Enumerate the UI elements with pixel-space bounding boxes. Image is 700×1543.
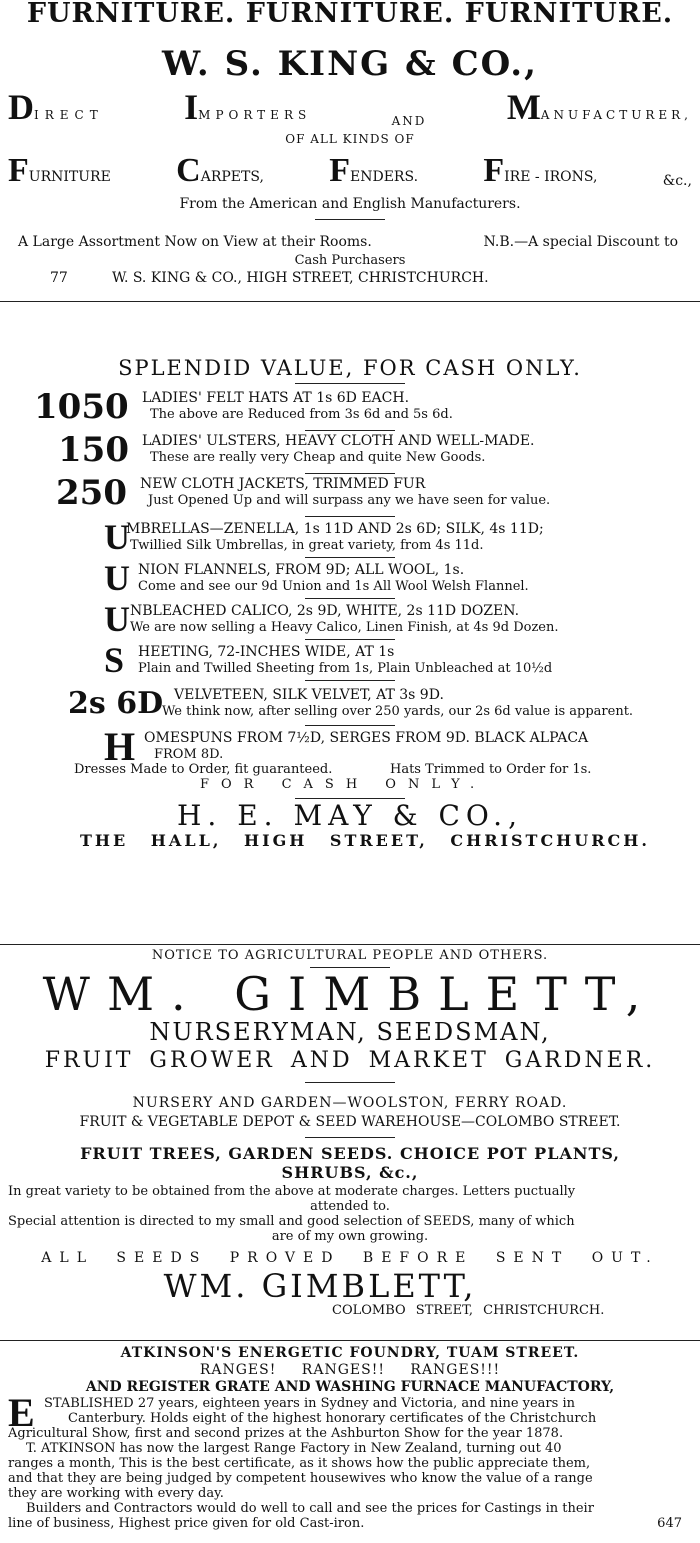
furniture-word: [8, 152, 111, 190]
fire-irons-word: [483, 152, 597, 190]
drop-initial-e: E: [8, 1390, 35, 1435]
divider: [315, 219, 385, 220]
item-title: LADIES' FELT HATS AT 1s 6D EACH.: [142, 390, 410, 406]
atkinson-subtitle: AND REGISTER GRATE AND WASHING FURNACE MANUFACTORY,: [85, 1379, 615, 1395]
carpets-word: [176, 152, 264, 190]
item-sub: Just Opened Up and will surpass any we have seen for value.: [148, 493, 551, 508]
gimblett-address: COLOMBO STREET, CHRISTCHURCH.: [332, 1303, 605, 1318]
king-firm-name: W. S. KING & CO.,: [162, 44, 538, 84]
variety-text: In great variety to be obtained from the above at moderate charges. Letters puctually: [8, 1184, 576, 1199]
may-address: THE HALL, HIGH STREET, CHRISTCHURCH.: [80, 831, 650, 850]
king-advertisement: [0, 0, 700, 287]
king-address: W. S. KING & CO., HIGH STREET, CHRISTCHURCH.: [112, 270, 489, 286]
divider: [305, 473, 395, 474]
item-sub: We are now selling a Heavy Calico, Linen Finish, at 4s 9d Dozen.: [130, 620, 559, 635]
item-number: 250: [56, 473, 127, 513]
drop-initial-m: M: [506, 87, 541, 127]
splendid-value-headline: SPLENDID VALUE, FOR CASH ONLY.: [118, 356, 582, 380]
manufacturer-word: [507, 86, 692, 128]
direct-rest: IRECT: [34, 108, 104, 122]
drop-initial-d: D: [8, 87, 34, 127]
homespuns-item: [0, 724, 700, 769]
agricultural-notice: NOTICE TO AGRICULTURAL PEOPLE AND OTHERS.: [151, 948, 549, 963]
drop-initial-f1: F: [8, 152, 29, 189]
established-paragraph: [0, 1390, 700, 1531]
section-divider: [0, 1340, 700, 1341]
item-sub: FROM 8D.: [154, 747, 224, 762]
factory-line: and that they are being judged by competent housewives who know the value of a range: [8, 1471, 593, 1486]
king-line-importers: [0, 87, 700, 128]
divider: [305, 557, 395, 558]
velveteen-item: [0, 687, 700, 721]
gimblett-advertisement: [0, 948, 700, 1318]
drop-initial-s: S: [104, 640, 125, 680]
divider: [305, 680, 395, 681]
drop-initial-f2: F: [329, 152, 351, 189]
divider: [305, 598, 395, 599]
divider: [305, 725, 395, 726]
gimblett-signature: WM. GIMBLETT,: [163, 1267, 477, 1305]
importers-word: [184, 86, 311, 128]
drop-initial-u: U: [104, 517, 130, 557]
dresses-row: [0, 762, 700, 777]
cash-purchasers: Cash Purchasers: [294, 253, 406, 268]
of-all-kinds: OF ALL KINDS OF: [285, 132, 415, 146]
king-ref-number: 77: [50, 270, 68, 286]
divider: [305, 1082, 395, 1083]
goods-line-2: SHRUBS, &c.,: [281, 1163, 419, 1182]
item-sub: Plain and Twilled Sheeting from 1s, Plain Unbleached at 10½d: [138, 661, 553, 676]
for-cash-only: FOR CASH ONLY.: [200, 777, 487, 792]
nursery-location: NURSERY AND GARDEN—WOOLSTON, FERRY ROAD.: [132, 1095, 568, 1111]
item-number: 150: [58, 430, 129, 470]
item-title: LADIES' ULSTERS, HEAVY CLOTH AND WELL-MADE.: [142, 433, 535, 449]
item-sub: The above are Reduced from 3s 6d and 5s 6d.: [150, 407, 453, 422]
factory-line: they are working with every day.: [8, 1486, 224, 1501]
sheeting-item: [0, 640, 700, 680]
item-sub: Come and see our 9d Union and 1s All Wool Welsh Flannel.: [138, 579, 529, 594]
divider: [305, 639, 395, 640]
goods-line-1: FRUIT TREES, GARDEN SEEDS. CHOICE POT PLANTS,: [80, 1144, 620, 1163]
section-divider: [0, 944, 700, 945]
trade-line-2: FRUIT GROWER AND MARKET GARDNER.: [44, 1048, 656, 1073]
item-title: NEW CLOTH JACKETS, TRIMMED FUR: [140, 476, 426, 492]
importers-rest: MPORTERS: [198, 108, 312, 122]
hats-text: Hats Trimmed to Order for 1s.: [390, 762, 592, 777]
carpets-rest: ARPETS,: [200, 169, 264, 185]
divider: [295, 383, 405, 384]
assortment-text: A Large Assortment Now on View at their Rooms.: [18, 234, 372, 250]
and-word: AND: [391, 114, 427, 128]
established-line: Canterbury. Holds eight of the highest honorary certificates of the Christchurch: [68, 1411, 597, 1426]
fire-irons-rest: IRE - IRONS,: [504, 169, 598, 185]
item-title: NION FLANNELS, FROM 9D; ALL WOOL, 1s.: [138, 562, 465, 578]
item-sub: Twillied Silk Umbrellas, in great variety, from 4s 11d.: [130, 538, 484, 553]
depot-location: FRUIT & VEGETABLE DEPOT & SEED WAREHOUSE—COLOMBO STREET.: [79, 1114, 621, 1130]
manufacturer-rest: ANUFACTURER,: [540, 108, 692, 122]
fenders-word: [329, 152, 418, 190]
item-1050: [0, 387, 700, 427]
seeds-proved: ALL SEEDS PROVED BEFORE SENT OUT.: [41, 1250, 659, 1266]
item-title: OMESPUNS FROM 7½D, SERGES FROM 9D. BLACK ALPACA: [144, 730, 589, 746]
drop-initial-u: U: [104, 599, 130, 639]
drop-initial-i: I: [184, 87, 199, 127]
divider: [305, 430, 395, 431]
item-number: 1050: [34, 387, 129, 427]
section-divider: [0, 301, 700, 302]
builders-line: line of business, Highest price given for old Cast-iron.: [8, 1516, 365, 1531]
divider: [305, 1137, 395, 1138]
assortment-line: [0, 234, 700, 251]
atkinson-ref-number: 647: [657, 1516, 682, 1531]
builders-line: Builders and Contractors would do well to call and see the prices for Castings in their: [26, 1501, 594, 1516]
item-150: [0, 430, 700, 470]
dresses-text: Dresses Made to Order, fit guaranteed.: [74, 762, 333, 777]
ranges-line: RANGES! RANGES!! RANGES!!!: [199, 1362, 501, 1378]
atkinson-title: ATKINSON'S ENERGETIC FOUNDRY, TUAM STREET.: [120, 1345, 580, 1361]
seeds-text: Special attention is directed to my small and good selection of SEEDS, many of which: [8, 1214, 575, 1229]
established-line: STABLISHED 27 years, eighteen years in Sydney and Victoria, and nine years in: [44, 1396, 575, 1411]
atkinson-advertisement: [0, 1345, 700, 1531]
item-250: [0, 473, 700, 513]
factory-line: T. ATKINSON has now the largest Range Factory in New Zealand, turning out 40: [26, 1441, 562, 1456]
may-firm-name: H. E. MAY & CO.,: [177, 799, 523, 832]
may-advertisement: [0, 355, 700, 850]
fenders-rest: ENDERS.: [350, 169, 419, 185]
furniture-banner: FURNITURE. FURNITURE. FURNITURE.: [26, 0, 674, 29]
calico-item: [0, 599, 700, 639]
direct-word: [8, 86, 104, 128]
item-title: VELVETEEN, SILK VELVET, AT 3s 9D.: [174, 687, 444, 703]
own-growing-text: are of my own growing.: [271, 1229, 429, 1244]
drop-initial-h: H: [104, 724, 136, 769]
drop-initial-u: U: [104, 558, 130, 598]
discount-text: N.B.—A special Discount to: [483, 234, 678, 250]
item-title: HEETING, 72-INCHES WIDE, AT 1s: [138, 644, 395, 660]
divider: [305, 516, 395, 517]
drop-initial-f3: F: [483, 152, 505, 189]
established-line: Agricultural Show, first and second prizes at the Ashburton Show for the year 1878.: [8, 1426, 564, 1441]
item-sub: These are really very Cheap and quite New Goods.: [150, 450, 486, 465]
item-title: NBLEACHED CALICO, 2s 9D, WHITE, 2s 11D DOZEN.: [130, 603, 520, 619]
attended-to-text: attended to.: [310, 1199, 390, 1214]
velvet-price: 2s 6D: [68, 686, 164, 721]
gimblett-name: WM. GIMBLETT,: [42, 967, 658, 1021]
item-sub: We think now, after selling over 250 yards, our 2s 6d value is apparent.: [162, 704, 634, 719]
furniture-rest: URNITURE: [28, 169, 111, 185]
factory-line: ranges a month, This is the best certificate, as it shows how the public appreciate them,: [8, 1456, 591, 1471]
union-flannels-item: [0, 558, 700, 598]
etc-word: &c.,: [662, 173, 692, 189]
umbrellas-item: [0, 517, 700, 557]
drop-initial-c: C: [176, 152, 201, 189]
king-address-row: [0, 270, 700, 287]
king-line-goods: [0, 152, 700, 190]
trade-line-1: NURSERYMAN, SEEDSMAN,: [149, 1018, 551, 1046]
american-english: From the American and English Manufacturers.: [179, 196, 521, 212]
item-title: MBRELLAS—ZENELLA, 1s 11D AND 2s 6D; SILK, 4s 11D;: [126, 521, 544, 537]
